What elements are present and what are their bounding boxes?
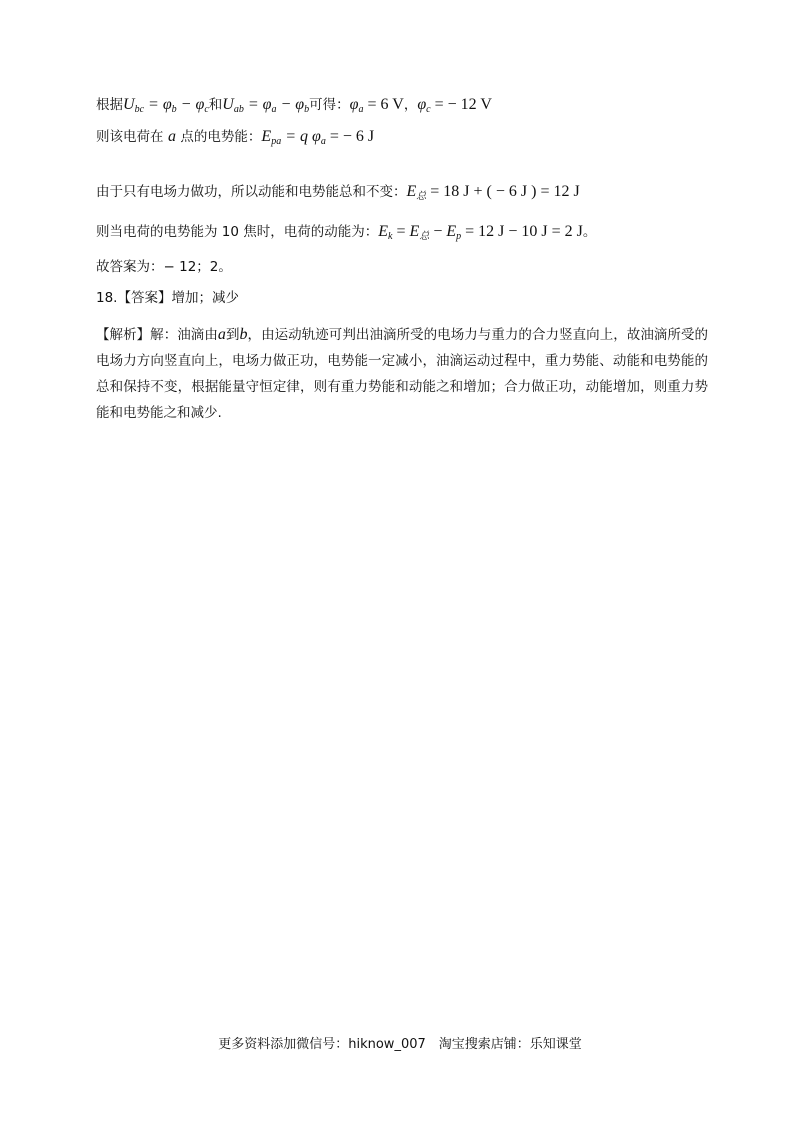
text-prefix: 则当电荷的电势能为 10 焦时，电荷的动能为： (96, 224, 379, 240)
explanation-intro: 【解析】解：油滴由 (96, 327, 218, 343)
phi-a-value: = 6 V (367, 96, 404, 113)
e-pa-result: = − 6 J (329, 128, 375, 145)
phi-c-value: = − 12 V (434, 96, 492, 113)
phi-a: $\varphi_a = 6$ V (349, 96, 404, 115)
formula-line-2 (96, 127, 374, 147)
e-k-result: = 12 J − 10 J = 2 J (465, 223, 583, 240)
formula-line-3 (96, 182, 580, 202)
e-total: $E_总 = 18$ J + ( − 6 J ) = 12 J (406, 183, 580, 202)
e-pa-formula: = q φ (285, 128, 321, 145)
question-18-answer: 18.【答案】增加；减少 (96, 290, 239, 306)
formula-line-4 (96, 222, 596, 242)
explanation-body: ，由运动轨迹可判出油滴所受的电场力与重力的合力竖直向上，故油滴所受的电场力方向竖直向上，电场力做正功，电势能一定减小，油滴运动过程中，重力势能、动能和电势能的总和保持不变，根据能量守恒定律，则有重力势能和动能之和增加；合力做正功，动能增加，则重力势能和电势能之和减少. (96, 327, 709, 421)
phi-c: $\varphi_c$ = − 12 V (417, 96, 492, 115)
page-footer: 更多资料添加微信号：hiknow_007 淘宝搜索店铺：乐知课堂 (218, 1037, 582, 1052)
text-end: 。 (582, 224, 597, 240)
u-ab: $U_{ab} = \varphi_a - \varphi_b$ (222, 96, 310, 115)
e-k: $E_k = E_总 - E_p = 12$ J − 10 J = 2 J (378, 223, 583, 242)
formula-line-1 (96, 95, 492, 115)
var-b: b (239, 326, 248, 343)
var-a: a (167, 128, 176, 145)
e-k-eq: = (396, 223, 406, 240)
text-suffix: 点的电势能： (180, 129, 262, 145)
e-pa: $E_{pa} = q$ $\varphi_a$ = − 6 J (261, 128, 375, 147)
text-prefix: 根据 (96, 97, 123, 113)
answer-line: 故答案为：− 12；2。 (96, 259, 232, 275)
e-total-sub: 总 (416, 191, 427, 202)
text-prefix: 由于只有电场力做功，所以动能和电势能总和不变： (96, 184, 407, 200)
text-prefix: 则该电荷在 (96, 129, 164, 145)
explanation-paragraph (96, 322, 708, 426)
text-suffix: 可得： (309, 97, 350, 113)
text-sep: ， (403, 97, 418, 113)
u-bc: $U_{bc} = \varphi_b - \varphi_c$ (123, 96, 209, 115)
e-k-minus: − (433, 223, 443, 240)
e-total-formula: = 18 J + ( − 6 J ) = 12 J (430, 183, 580, 200)
var-a: a (217, 326, 226, 343)
text-and: 和 (208, 97, 223, 113)
explanation-to: 到 (225, 327, 240, 343)
